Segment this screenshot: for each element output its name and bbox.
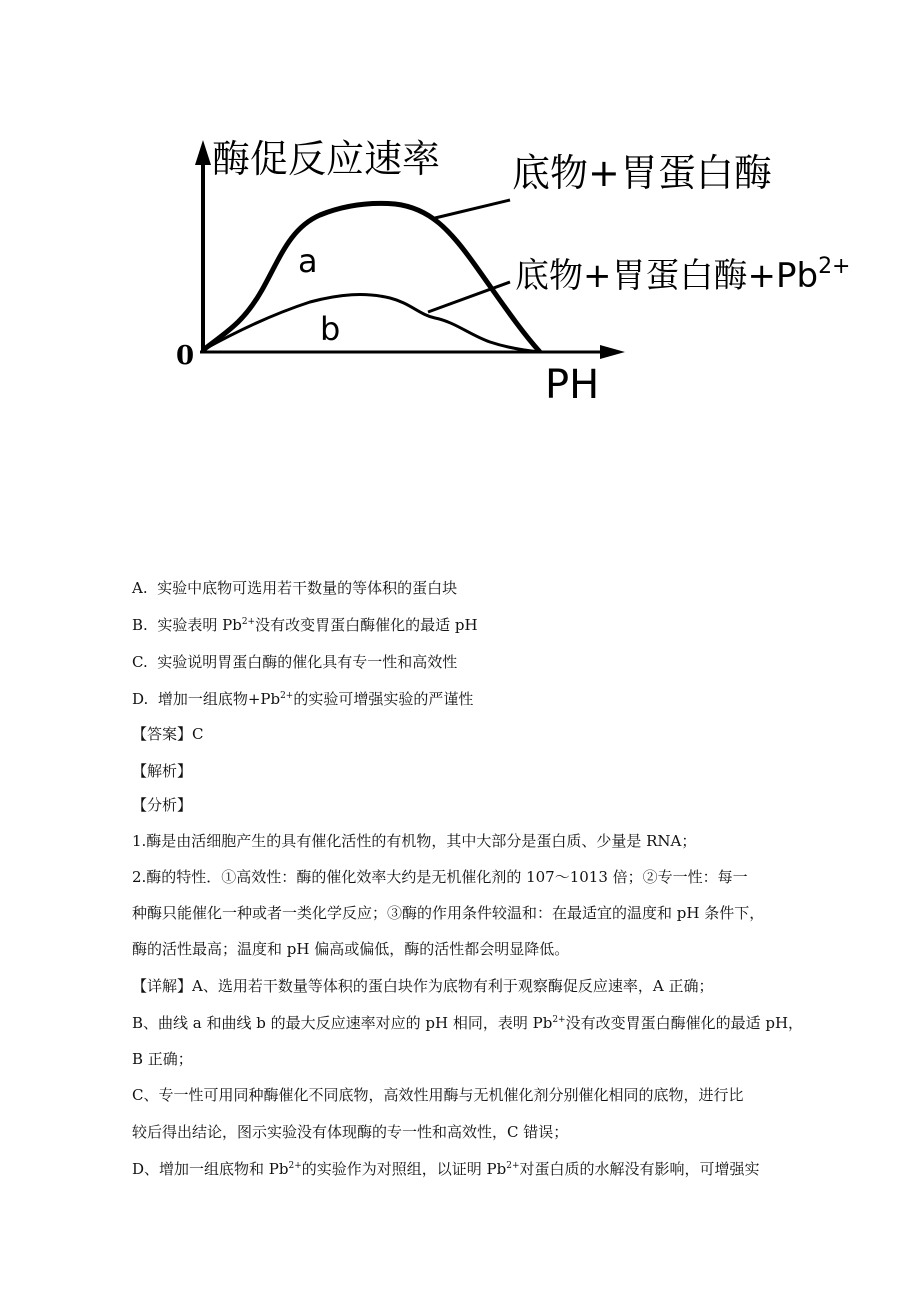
detail-b-before: B、曲线 a 和曲线 b 的最大反应速率对应的 pH 相同，表明 Pb: [132, 1014, 553, 1032]
leader-line-a: [435, 200, 510, 218]
option-d-before: 增加一组底物+Pb: [157, 690, 281, 708]
option-c-prefix: C.: [132, 653, 148, 671]
detail-d-before: D、增加一组底物和 Pb: [132, 1160, 289, 1178]
option-d: [132, 689, 473, 709]
option-a: [132, 578, 457, 598]
detail-a: [132, 976, 713, 996]
detail-d-line-1: [132, 1159, 760, 1179]
option-b-prefix: B.: [132, 616, 148, 634]
y-axis-arrow: [195, 140, 211, 165]
detail-b-after: 没有改变胃蛋白酶催化的最适 pH，: [565, 1014, 804, 1032]
y-axis-label: 酶促反应速率: [212, 137, 441, 181]
detail-d-mid: 的实验作为对照组，以证明 Pb: [301, 1160, 507, 1178]
analysis-heading: 【解析】: [132, 762, 193, 780]
legend-b-base: 底物+胃蛋白酶+Pb: [515, 256, 819, 296]
detail-a-text: A、选用若干数量等体积的蛋白块作为底物有利于观察酶促反应速率，A 正确；: [192, 977, 714, 995]
legend-b-sup: 2+: [818, 254, 851, 279]
analysis-point-2-line-2: 种酶只能催化一种或者一类化学反应；③酶的作用条件较温和：在最适宜的温度和 pH 条件下，: [132, 904, 765, 922]
x-axis-arrow: [600, 345, 625, 359]
detail-d-sup-2: 2+: [506, 1161, 520, 1171]
option-d-sup: 2+: [280, 691, 294, 701]
analysis-point-2-line-3: 酶的活性最高；温度和 pH 偏高或偏低，酶的活性都会明显降低。: [132, 940, 570, 958]
detail-d-after: 对蛋白质的水解没有影响，可增强实: [519, 1160, 760, 1178]
origin-label: 0: [176, 341, 195, 371]
option-c-text: 实验说明胃蛋白酶的催化具有专一性和高效性: [157, 653, 458, 671]
detail-c-line-1: C、专一性可用同种酶催化不同底物，高效性用酶与无机催化剂分别催化相同的底物，进行比: [132, 1086, 744, 1104]
enzyme-rate-graph: [0, 0, 920, 540]
option-b: [132, 615, 478, 635]
option-d-after: 的实验可增强实验的严谨性: [293, 690, 474, 708]
option-a-text: 实验中底物可选用若干数量的等体积的蛋白块: [157, 579, 458, 597]
fenxi-heading: 【分析】: [132, 796, 193, 814]
detail-d-sup-1: 2+: [288, 1161, 302, 1171]
detail-b-line-2: B 正确；: [132, 1050, 193, 1068]
analysis-point-2-line-1: 2.酶的特性．①高效性：酶的催化效率大约是无机催化剂的 107～1013 倍；②专一性：每一: [132, 868, 748, 886]
detail-c-line-2: 较后得出结论，图示实验没有体现酶的专一性和高效性，C 错误；: [132, 1123, 569, 1141]
answer: 【答案】C: [132, 725, 204, 743]
option-b-before: 实验表明 Pb: [157, 616, 242, 634]
x-axis-label: PH: [545, 362, 600, 408]
option-b-after: 没有改变胃蛋白酶催化的最适 pH: [255, 616, 478, 634]
detail-heading: 【详解】: [132, 977, 193, 995]
curve-b-label: b: [320, 310, 341, 348]
legend-a: 底物+胃蛋白酶: [512, 151, 772, 195]
option-d-prefix: D.: [132, 690, 149, 708]
detail-b-sup: 2+: [552, 1015, 566, 1025]
option-a-prefix: A.: [132, 579, 148, 597]
detail-b-line-1: [132, 1013, 803, 1033]
legend-b: [515, 254, 851, 296]
analysis-point-1: 1.酶是由活细胞产生的具有催化活性的有机物，其中大部分是蛋白质、少量是 RNA；: [132, 832, 697, 850]
curve-a-label: a: [298, 242, 318, 280]
option-c: [132, 652, 457, 672]
curve-a: [203, 203, 540, 352]
option-b-sup: 2+: [241, 617, 256, 627]
